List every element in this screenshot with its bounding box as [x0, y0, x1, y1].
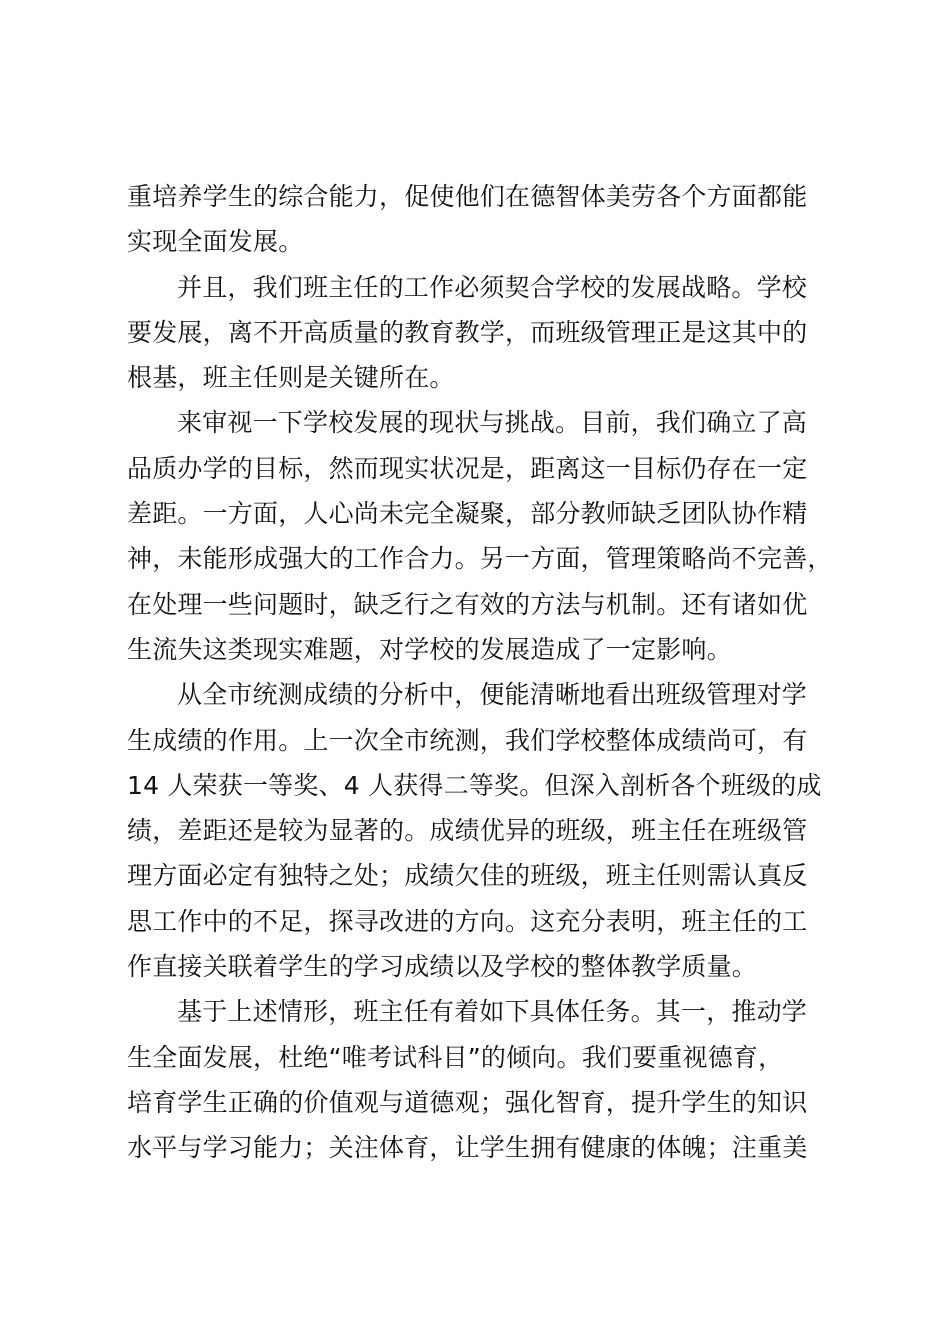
text-line: 14 人荣获一等奖、4 人获得二等奖。但深入剖析各个班级的成 [127, 770, 822, 800]
text-line: 重培养学生的综合能力，促使他们在德智体美劳各个方面都能 [127, 182, 808, 211]
text-line: 要发展，离不开高质量的教育教学，而班级管理正是这其中的 [127, 317, 808, 347]
text-line: 并且，我们班主任的工作必须契合学校的发展战略。学校 [177, 272, 808, 302]
text-line: 培育学生正确的价值观与道德观；强化智育，提升学生的知识 [127, 1087, 808, 1117]
paragraph-2 [127, 265, 833, 401]
text-line: 绩，差距还是较为显著的。成绩优异的班级，班主任在班级管 [127, 816, 808, 846]
paragraph-4 [127, 672, 833, 989]
paragraph-5 [127, 989, 833, 1170]
document-body [127, 174, 833, 1171]
text-line: 品质办学的目标，然而现实状况是，距离这一目标仍存在一定 [127, 453, 808, 483]
text-line: 基于上述情形，班主任有着如下具体任务。其一，推动学 [177, 997, 808, 1027]
text-line: 来审视一下学校发展的现状与挑战。目前，我们确立了高 [177, 408, 808, 438]
text-line: 理方面必定有独特之处；成绩欠佳的班级，班主任则需认真反 [127, 861, 808, 891]
text-line: 从全市统测成绩的分析中，便能清晰地看出班级管理对学 [177, 680, 808, 710]
text-line: 实现全面发展。 [127, 227, 304, 257]
paragraph-3 [127, 400, 833, 672]
text-line: 神，未能形成强大的工作合力。另一方面，管理策略尚不完善， [127, 544, 833, 574]
text-line: 水平与学习能力；关注体育，让学生拥有健康的体魄；注重美 [127, 1133, 808, 1163]
text-line: 作直接关联着学生的学习成绩以及学校的整体教学质量。 [127, 952, 758, 982]
text-line: 生成绩的作用。上一次全市统测，我们学校整体成绩尚可，有 [127, 725, 808, 755]
paragraph-1 [127, 174, 833, 265]
text-line: 思工作中的不足，探寻改进的方向。这充分表明，班主任的工 [127, 906, 808, 936]
text-line: 在处理一些问题时，缺乏行之有效的方法与机制。还有诸如优 [127, 589, 808, 619]
text-line: 根基，班主任则是关键所在。 [127, 363, 455, 393]
text-line: 生全面发展，杜绝“唯考试科目”的倾向。我们要重视德育， [127, 1042, 784, 1072]
text-line: 生流失这类现实难题，对学校的发展造成了一定影响。 [127, 634, 732, 664]
text-line: 差距。一方面，人心尚未完全凝聚，部分教师缺乏团队协作精 [127, 499, 808, 529]
